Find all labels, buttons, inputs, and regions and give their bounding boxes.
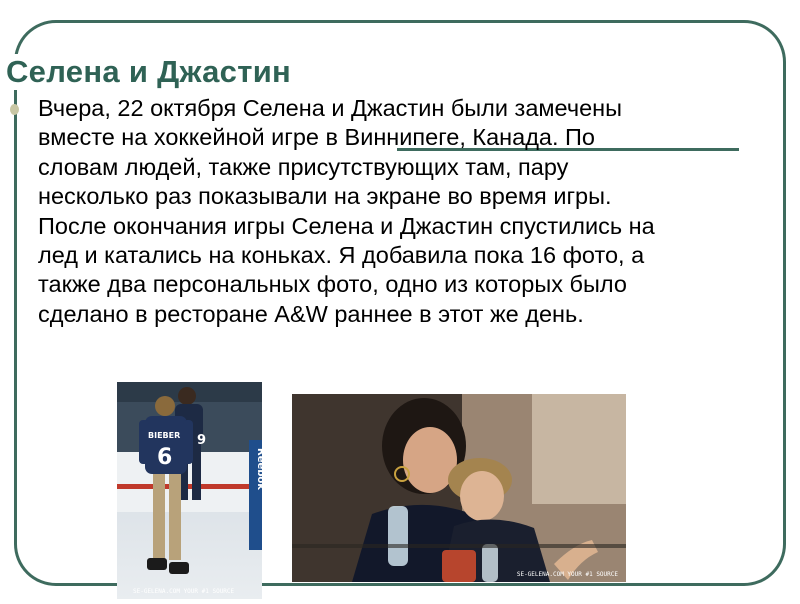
photo-watermark-left: SE-GELENA.COM YOUR #1 SOURCE — [133, 588, 235, 595]
jersey-number-back: 9 — [197, 433, 207, 448]
stands-illustration — [292, 394, 626, 582]
photo-watermark-right: SE-GELENA.COM YOUR #1 SOURCE — [516, 571, 618, 578]
bullet-icon — [10, 104, 19, 115]
photo-skating — [117, 382, 266, 599]
jersey-name: BIEBER — [148, 431, 181, 440]
slide-body-text: Вчера, 22 октября Селена и Джастин были замечены вместе на хоккейной игре в Виннипеге, Канада. По словам людей, также присутствующих там, пару несколько раз показывали на экране во время игры. После окончания игры Селена и Джастин спустились на лед и катались на коньках. Я добавила пока 16 фото, а также два персональных фото, одно из которых было сделано в ресторане A&W раннее в этот же день. — [38, 95, 655, 327]
jersey-number: 6 — [157, 445, 173, 470]
board-text: Reebok — [255, 448, 266, 490]
slide-title: Селена и Джастин — [6, 54, 295, 90]
photo-stands — [292, 394, 626, 582]
skating-illustration — [117, 382, 266, 599]
